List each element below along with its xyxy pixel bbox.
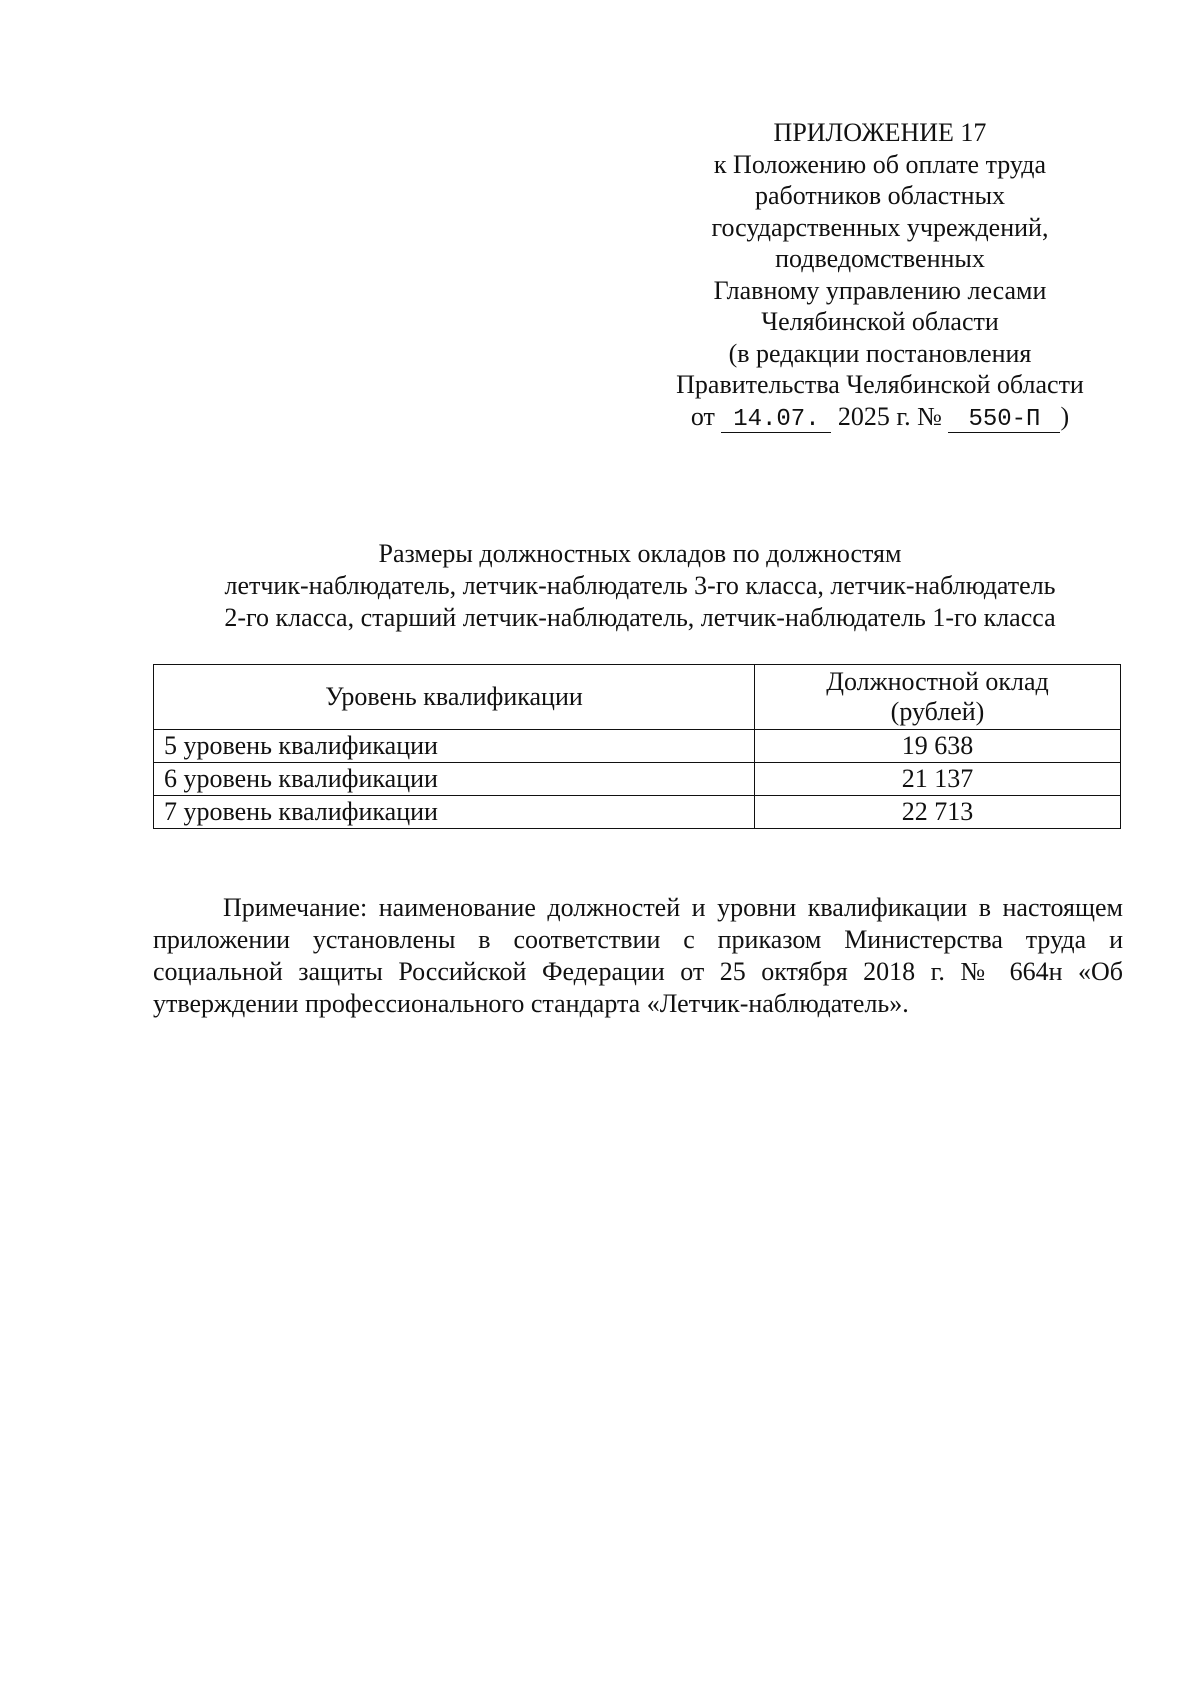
title-line: Размеры должностных окладов по должностям	[378, 539, 902, 568]
qualification-level-cell: 7 уровень квалификации	[154, 796, 755, 829]
header-line: Главному управлению лесами	[713, 275, 1047, 305]
qualification-level-cell: 6 уровень квалификации	[154, 763, 755, 796]
note-paragraph: Примечание: наименование должностей и уровни квалификации в настоящем приложении установлены в соответствии с приказом Министерства труда и социальной защиты Российской Федерации от 25 октября 2018 г. № 664н «Об утверждении профессионального стандарта «Летчик-наблюдатель».	[153, 893, 1123, 1018]
qualification-level-cell: 5 уровень квалификации	[154, 730, 755, 763]
table-header-row	[154, 665, 1121, 730]
header-salary-label: Должностной оклад	[826, 667, 1049, 696]
salary-cell: 21 137	[754, 763, 1120, 796]
table-row	[154, 763, 1121, 796]
appendix-title: ПРИЛОЖЕНИЕ 17	[773, 118, 987, 147]
date-prefix: от	[690, 401, 715, 431]
title-line: 2-го класса, старший летчик-наблюдатель, летчик-наблюдатель 1-го класса	[224, 603, 1056, 632]
resolution-number: 550-П	[948, 408, 1060, 433]
table-row	[154, 730, 1121, 763]
table-row	[154, 796, 1121, 829]
salary-cell: 19 638	[754, 730, 1120, 763]
header-line: подведомственных	[775, 244, 985, 273]
resolution-date-line	[660, 401, 1100, 433]
resolution-date: 14.07.	[721, 408, 831, 433]
header-line: Правительства Челябинской области	[676, 370, 1084, 399]
document-title	[150, 538, 1130, 634]
header-line: Челябинской области	[761, 307, 999, 336]
header-salary	[754, 665, 1120, 730]
header-line: работников областных	[754, 181, 1006, 210]
header-line: государственных учреждений,	[711, 212, 1049, 242]
appendix-header	[660, 117, 1100, 433]
header-qualification-level: Уровень квалификации	[154, 665, 755, 730]
header-salary-unit: (рублей)	[890, 697, 985, 726]
closing-paren: )	[1060, 401, 1070, 431]
salary-cell: 22 713	[754, 796, 1120, 829]
header-line: к Положению об оплате труда	[713, 149, 1047, 179]
header-line: (в редакции постановления	[728, 338, 1032, 368]
year-text: 2025 г. №	[837, 401, 942, 431]
salary-table	[153, 664, 1121, 829]
title-line: летчик-наблюдатель, летчик-наблюдатель 3-го класса, летчик-наблюдатель	[224, 571, 1056, 600]
